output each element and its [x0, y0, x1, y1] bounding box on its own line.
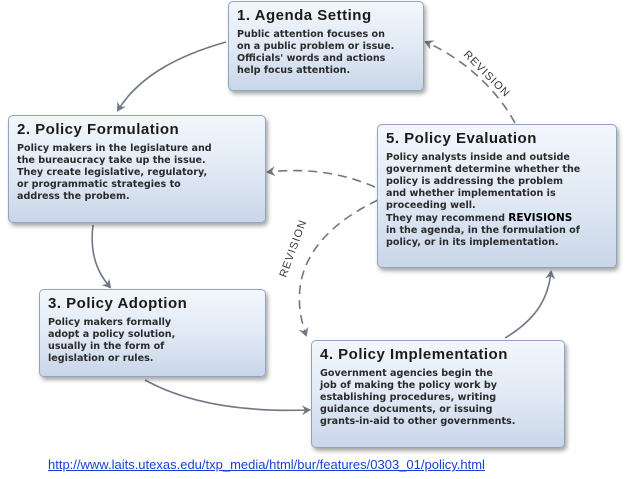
policy-adoption-text: Policy makers formally adopt a policy solution, usually in the form of legislation or rules. [48, 317, 176, 364]
agenda-setting-text: Public attention focuses on on a public problem or issue. Officials' words and actions help focus attention. [237, 29, 395, 76]
policy-formulation-box [8, 115, 266, 223]
policy-evaluation-text-tail: in the agenda, in the formulation of policy, or in its implementation. [386, 225, 580, 248]
revision-label-top: REVISION [460, 48, 513, 100]
policy-implementation-box [311, 340, 565, 448]
arrow-revision-to-implementation [299, 200, 378, 335]
revision-label-middle: REVISION [277, 217, 310, 280]
arrow-implementation-to-evaluation [505, 272, 551, 338]
source-link[interactable]: http://www.laits.utexas.edu/txp_media/html/bur/features/0303_01/policy.html [48, 457, 485, 472]
policy-evaluation-text-main: Policy analysts inside and outside government determine whether the policy is addressing the problem and whether implementation is proceeding well. They may recommend [386, 152, 581, 224]
policy-adoption-title: 3. Policy Adoption [48, 295, 188, 312]
agenda-setting-title: 1. Agenda Setting [237, 7, 372, 24]
arrow-formulation-to-adoption [92, 225, 110, 287]
policy-evaluation-title: 5. Policy Evaluation [386, 130, 537, 147]
policy-evaluation-box [377, 124, 617, 268]
arrow-adoption-to-implementation [145, 380, 309, 410]
arrow-agenda-to-formulation [118, 42, 226, 110]
revisions-emphasis: REVISIONS [508, 212, 573, 224]
policy-adoption-box [39, 289, 266, 377]
policy-implementation-text: Government agencies begin the job of making the policy work by establishing procedures, writing guidance documents, or issuing grants-in-aid to other governments. [320, 368, 516, 427]
policy-formulation-title: 2. Policy Formulation [17, 121, 180, 138]
policy-evaluation-text [386, 152, 608, 249]
policy-formulation-text: Policy makers in the legislature and the bureaucracy take up the issue. They create legislative, regulatory, or programmatic strategies to address the probem. [17, 143, 212, 202]
arrow-revision-to-formulation [268, 171, 375, 187]
policy-implementation-title: 4. Policy Implementation [320, 346, 508, 363]
agenda-setting-box [228, 1, 424, 91]
